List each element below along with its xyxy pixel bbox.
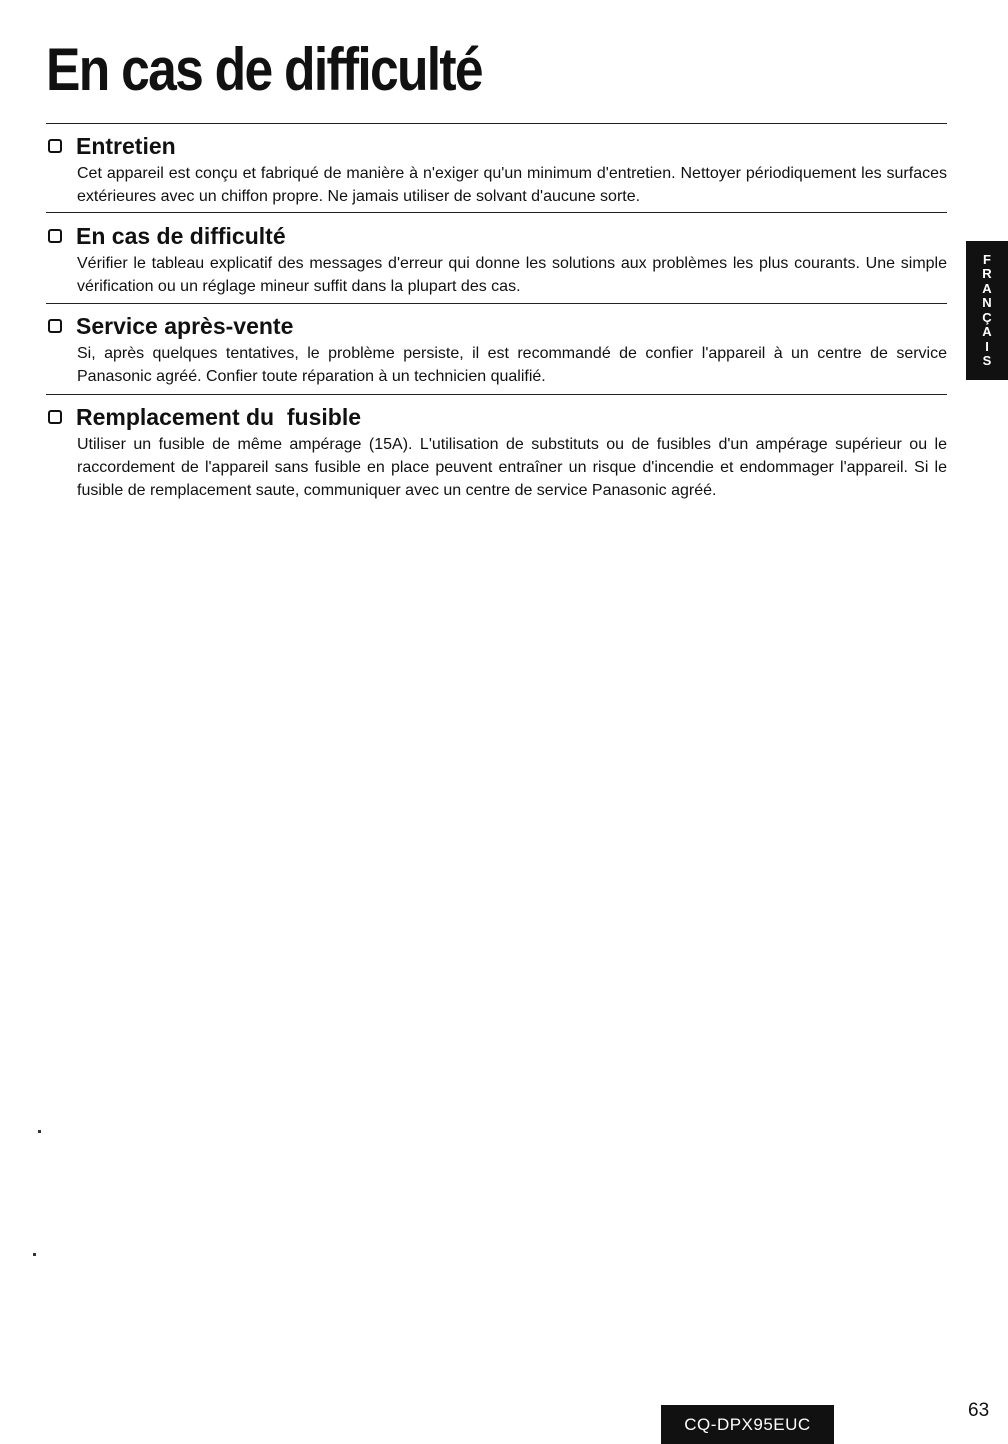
section-entretien	[46, 132, 947, 208]
language-tab-letter: S	[982, 353, 992, 368]
language-tab-letter: R	[982, 266, 992, 281]
section-header	[46, 312, 947, 340]
section-body: Si, après quelques tentatives, le problème persiste, il est recommandé de confier l'appareil à un centre de service Panasonic agréé. Confier toute réparation à un technicien qualifié.	[77, 345, 947, 385]
language-tab-letter: A	[982, 280, 992, 296]
model-badge: CQ-DPX95EUC	[661, 1405, 834, 1444]
section-title: Remplacement du fusible	[76, 403, 362, 430]
language-tab-letter: A	[982, 324, 992, 339]
section-body: Vérifier le tableau explicatif des messages d'erreur qui donne les solutions aux problèmes les plus courants. Une simple vérification ou un réglage mineur suffit dans la plupart des cas.	[77, 255, 947, 295]
language-tab-letter: N	[982, 295, 992, 310]
language-tab	[966, 241, 1008, 380]
scan-mark	[38, 1130, 41, 1133]
section-title: Entretien	[76, 132, 176, 159]
divider	[46, 212, 947, 213]
divider	[46, 303, 947, 304]
section-header	[46, 403, 947, 431]
language-tab-letter: I	[985, 338, 989, 354]
section-body: Cet appareil est conçu et fabriqué de manière à n'exiger qu'un minimum d'entretien. Nettoyer périodiquement les surfaces extérieures avec un chiffon propre. Ne jamais utiliser de solvant d'aucune sorte.	[77, 165, 947, 205]
scan-mark	[33, 1253, 36, 1256]
section-title: En cas de difficulté	[76, 222, 286, 249]
divider	[46, 123, 947, 124]
section-header	[46, 132, 947, 160]
language-tab-letter: F	[983, 251, 991, 267]
section-service-apres-vente	[46, 312, 947, 388]
checkbox-square-icon	[48, 319, 62, 333]
section-remplacement-du-fusible	[46, 403, 947, 502]
checkbox-square-icon	[48, 229, 62, 243]
divider	[46, 394, 947, 395]
page-title: En cas de difficulté	[46, 36, 482, 103]
section-en-cas-de-difficulte	[46, 222, 947, 298]
page-number: 63	[968, 1400, 990, 1421]
section-header	[46, 222, 947, 250]
section-title: Service après-vente	[76, 312, 294, 339]
section-body: Utiliser un fusible de même ampérage (15A). L'utilisation de substituts ou de fusibles d'un ampérage supérieur ou le raccordement de l'appareil sans fusible en place peuvent entraîner un risque d'incendie et endommager l'appareil. Si le fusible de remplacement saute, communiquer avec un centre de service Panasonic agréé.	[77, 436, 947, 499]
language-tab-letter: Ç	[982, 309, 992, 325]
checkbox-square-icon	[48, 410, 62, 424]
checkbox-square-icon	[48, 139, 62, 153]
